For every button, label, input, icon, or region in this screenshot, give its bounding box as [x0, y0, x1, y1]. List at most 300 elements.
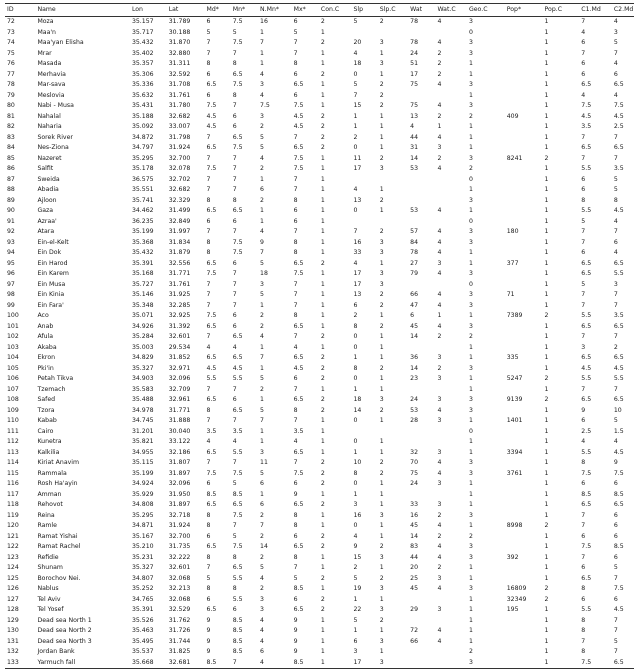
table-cell: 6.5	[613, 81, 624, 88]
table-cell: 1	[437, 312, 442, 319]
table-cell: 35.632	[131, 91, 154, 99]
table-cell: 7	[206, 333, 211, 340]
table-cell: 5.5	[581, 375, 592, 382]
table-cell: Merhavia	[37, 70, 66, 78]
table-cell: 1	[379, 343, 384, 351]
table-cell: 35.306	[131, 70, 154, 78]
table-cell	[408, 385, 435, 396]
table-row	[5, 574, 634, 585]
table-row	[5, 28, 634, 39]
table-cell: 7	[232, 417, 237, 424]
table-cell: 10	[353, 459, 362, 466]
table-cell: 8998	[506, 522, 523, 529]
table-cell: 2	[260, 312, 264, 319]
table-cell	[378, 217, 408, 228]
table-cell: 66	[410, 637, 419, 645]
table-cell: Ramat Yishai	[37, 532, 78, 540]
table-cell: 1	[468, 354, 473, 361]
table-cell: 1	[544, 186, 549, 193]
table-cell	[505, 133, 543, 144]
table-cell: 7.5	[232, 543, 243, 550]
table-cell	[435, 490, 467, 501]
table-cell: 7	[293, 301, 298, 309]
table-cell: 6	[613, 522, 618, 529]
table-cell: 32.222	[168, 553, 191, 561]
table-cell: 17	[353, 658, 362, 666]
table-cell: 7	[232, 280, 237, 288]
table-cell: 20	[353, 39, 362, 46]
table-cell: 3	[468, 228, 473, 235]
table-cell: 82	[7, 123, 15, 130]
table-cell: 7	[293, 564, 298, 571]
table-cell: 5	[613, 417, 618, 424]
table-cell: 33	[410, 501, 419, 508]
table-cell: 3	[379, 658, 384, 666]
table-cell: 31.201	[131, 427, 154, 435]
table-cell: 32.329	[168, 196, 191, 204]
table-cell: 6	[293, 207, 298, 214]
table-row	[5, 290, 634, 301]
table-cell: 35.402	[131, 49, 154, 57]
table-cell	[505, 49, 543, 60]
table-row	[5, 238, 634, 249]
table-cell: 103	[7, 343, 19, 351]
table-cell: 24	[410, 49, 419, 57]
table-cell: 32.700	[168, 532, 191, 540]
table-cell: 3	[468, 585, 473, 592]
table-cell: 3	[379, 396, 384, 403]
table-cell: 126	[7, 585, 19, 592]
table-cell: 6	[353, 301, 358, 309]
table-cell: 35.821	[131, 438, 154, 445]
table-cell: 31.744	[168, 637, 191, 645]
table-cell: 1	[544, 133, 549, 141]
table-cell: 2	[379, 154, 384, 162]
table-cell: Ajloon	[37, 196, 57, 204]
table-cell: Azraa'	[37, 217, 57, 225]
table-cell: 1	[379, 385, 384, 393]
table-cell: 5247	[506, 375, 523, 382]
table-cell: 75	[7, 49, 15, 57]
table-cell: 104	[7, 354, 19, 361]
table-cell: 7	[232, 459, 237, 466]
table-cell: Masada	[37, 60, 62, 67]
table-cell: 377	[506, 259, 519, 267]
table-cell: 131	[7, 637, 19, 645]
table-cell: 2	[437, 154, 442, 162]
table-cell: 2	[320, 543, 325, 550]
table-cell: 3.5	[293, 427, 304, 435]
table-cell: 7	[581, 18, 586, 25]
column-header: Slp.C	[379, 6, 396, 13]
table-cell: 88	[7, 186, 15, 193]
table-cell: Tzora	[37, 406, 55, 414]
table-cell: 1	[379, 123, 384, 130]
table-cell: 3	[379, 585, 384, 592]
table-cell: 7	[613, 627, 618, 634]
table-cell: 8.5	[206, 658, 217, 666]
column-header: Mn*	[232, 6, 246, 13]
table-cell: 35.463	[131, 627, 154, 634]
table-cell	[505, 175, 543, 186]
table-cell: 7	[613, 574, 618, 582]
table-cell: 35.115	[131, 459, 154, 466]
table-cell: 2	[320, 364, 325, 372]
table-cell: 1	[260, 49, 264, 57]
table-cell: 128	[7, 606, 19, 613]
table-cell: 5	[232, 480, 237, 487]
table-cell: 7	[206, 385, 211, 393]
table-row	[5, 637, 634, 648]
table-cell: 3	[581, 343, 586, 351]
table-cell: 5	[613, 564, 618, 571]
table-cell: 1	[379, 354, 384, 361]
table-cell: 99	[7, 301, 15, 309]
table-cell: 1	[544, 553, 549, 561]
table-cell: 7	[206, 417, 211, 424]
table-cell: 1	[320, 249, 325, 256]
table-cell: 6.5	[206, 396, 217, 403]
table-cell: 34.745	[131, 417, 154, 424]
table-cell: Shunam	[37, 564, 63, 571]
table-cell: 2.5	[613, 123, 624, 130]
table-cell: 8.5	[581, 490, 592, 498]
table-cell: 1	[544, 427, 549, 435]
table-cell: Mrar	[37, 49, 52, 57]
table-cell: Aco	[37, 312, 49, 319]
table-cell: 1	[260, 438, 264, 445]
column-header: ID	[7, 6, 14, 13]
table-cell: 35.537	[131, 648, 154, 655]
table-cell: 3	[379, 249, 384, 256]
table-cell: 1	[320, 553, 325, 561]
table-cell: 31.762	[168, 616, 191, 624]
table-cell: 6	[581, 480, 586, 487]
table-cell: 8	[293, 553, 298, 561]
table-cell: 32.186	[168, 448, 191, 456]
table-cell: Afula	[37, 333, 54, 340]
table-cell: Salfit	[37, 165, 54, 172]
table-cell: 5	[581, 280, 586, 288]
table-cell: 29	[410, 606, 419, 613]
table-cell: 3	[468, 469, 473, 477]
table-cell: 11	[353, 154, 362, 162]
table-cell	[378, 28, 408, 39]
table-cell: 53	[410, 207, 419, 214]
table-cell: 7.5	[293, 102, 304, 109]
table-cell: 6	[232, 312, 237, 319]
table-cell: 3	[468, 543, 473, 550]
table-cell: 2	[437, 49, 442, 57]
table-cell: 2	[320, 396, 325, 403]
table-cell: 6	[581, 175, 586, 183]
table-cell: 4	[437, 301, 442, 309]
table-cell: Kunetra	[37, 438, 62, 445]
table-cell: 2.5	[581, 427, 592, 435]
column-header: Md*	[206, 6, 219, 13]
column-header: Lat	[168, 6, 179, 13]
table-cell: 6	[613, 70, 618, 78]
table-cell: 7	[206, 154, 211, 162]
table-cell: 2	[544, 375, 549, 382]
table-cell: 6.5	[293, 322, 304, 330]
table-cell: 1	[379, 133, 384, 141]
table-cell: 31.392	[168, 322, 191, 330]
table-cell	[505, 248, 543, 259]
table-cell: 2	[320, 375, 325, 382]
table-row	[5, 469, 634, 480]
table-cell: 7.5	[581, 469, 592, 477]
table-cell: 32.709	[168, 385, 191, 393]
column-header: Slp	[353, 6, 364, 13]
table-cell: 1	[468, 70, 473, 78]
table-cell: 3	[437, 574, 442, 582]
table-cell: 4	[581, 91, 586, 99]
table-cell: 7	[581, 238, 586, 246]
table-cell: 2	[379, 406, 384, 414]
table-cell: 32.529	[168, 606, 191, 613]
table-cell: 7	[613, 49, 618, 57]
table-cell	[505, 164, 543, 175]
table-cell: 7	[206, 228, 211, 235]
table-cell: 14	[410, 333, 419, 340]
table-cell	[435, 437, 467, 448]
table-cell	[435, 343, 467, 354]
table-cell	[408, 647, 435, 658]
table-cell: 7	[293, 280, 298, 288]
table-row	[5, 343, 634, 354]
table-cell: 6	[613, 553, 618, 561]
table-cell: 7	[232, 186, 237, 193]
table-cell: 6	[206, 217, 211, 225]
table-cell: 31.997	[168, 228, 191, 235]
table-cell: 7.5	[232, 18, 243, 25]
table-cell: 1	[320, 186, 325, 193]
table-cell: 35.495	[131, 637, 154, 645]
table-cell: 3	[468, 364, 473, 372]
table-cell: 1.5	[613, 427, 624, 435]
table-cell: 6.5	[232, 133, 243, 141]
table-cell: 6.5	[581, 270, 592, 277]
table-cell: 1	[544, 417, 549, 424]
table-cell: 5	[613, 637, 618, 645]
table-cell: 53	[410, 165, 419, 172]
table-cell	[435, 658, 467, 669]
table-cell: 9	[353, 543, 358, 550]
table-cell: 1	[468, 417, 473, 424]
table-cell: 7	[293, 228, 298, 235]
table-cell: 3	[260, 448, 264, 456]
table-cell: 31.834	[168, 238, 191, 246]
table-cell: 6.5	[613, 144, 624, 151]
table-cell: 1	[544, 438, 549, 445]
table-cell: 3	[437, 606, 442, 613]
table-cell: 0	[353, 522, 358, 529]
table-cell: 6	[293, 480, 298, 487]
table-cell: 6	[206, 18, 211, 25]
table-cell: 2	[544, 312, 549, 319]
table-cell: 8.5	[206, 490, 217, 498]
table-cell: 7	[581, 154, 586, 162]
table-cell: 3	[379, 39, 384, 46]
table-cell: 5	[260, 144, 264, 151]
table-cell: 45	[410, 585, 419, 592]
table-cell: 1	[320, 616, 325, 624]
table-cell: 7	[293, 385, 298, 393]
table-cell: 4	[437, 165, 442, 172]
table-cell: 2	[320, 354, 325, 361]
table-cell: 0	[353, 70, 358, 78]
table-cell: 3	[379, 238, 384, 246]
table-cell: 9	[293, 637, 298, 645]
table-cell	[505, 143, 543, 154]
table-cell: 105	[7, 364, 19, 372]
table-cell: 31.771	[168, 270, 191, 277]
table-cell: 4.5	[581, 364, 592, 372]
table-cell: 5	[260, 291, 264, 298]
table-cell: 91	[7, 217, 15, 225]
table-cell: 1	[320, 228, 325, 235]
table-cell: 4.5	[293, 364, 304, 372]
table-cell: 5.5	[581, 448, 592, 456]
table-cell: 77	[7, 70, 15, 78]
table-cell: 34.797	[131, 144, 154, 151]
table-cell: 2	[320, 259, 325, 267]
table-cell: 7	[293, 39, 298, 46]
table-cell: 1	[320, 291, 325, 298]
table-cell: 119	[7, 511, 19, 519]
table-cell: 3761	[506, 469, 523, 477]
table-cell: 6.5	[613, 322, 624, 330]
table-cell: 1	[544, 259, 549, 267]
table-cell: 7	[293, 175, 298, 183]
table-row	[5, 164, 634, 175]
table-cell: 7	[232, 291, 237, 298]
table-cell: 6	[232, 396, 237, 403]
table-cell: 1	[379, 259, 384, 267]
table-cell: 4	[613, 438, 618, 445]
table-cell	[408, 427, 435, 438]
table-cell: 6	[581, 532, 586, 540]
table-cell: 7	[581, 228, 586, 235]
table-cell: 8241	[506, 154, 523, 162]
table-cell: 4	[613, 60, 618, 67]
table-cell: 14	[410, 364, 419, 372]
table-cell: 1	[260, 343, 264, 351]
table-cell: 4	[260, 70, 264, 78]
table-cell: 0	[468, 28, 473, 36]
table-cell: 2	[379, 228, 384, 235]
table-cell: 1	[468, 574, 473, 582]
table-cell: 35.092	[131, 123, 154, 130]
table-cell: 7.5	[206, 165, 217, 172]
table-cell: 9	[293, 648, 298, 655]
table-cell: 2	[379, 543, 384, 550]
table-cell	[435, 595, 467, 606]
table-cell: 1	[544, 175, 549, 183]
table-cell: 133	[7, 658, 19, 666]
table-cell: Kiriat Anavim	[37, 459, 80, 466]
table-cell: 3	[468, 459, 473, 466]
table-cell: 1	[544, 28, 549, 36]
table-cell: 7.5	[613, 102, 624, 109]
table-cell: 14	[353, 406, 362, 414]
table-cell: 6.5	[293, 501, 304, 508]
table-cell: Atara	[37, 228, 55, 235]
table-cell: 32.078	[168, 165, 191, 172]
table-cell: 9	[293, 627, 298, 634]
table-cell: 1	[544, 270, 549, 277]
table-cell: 6.5	[293, 354, 304, 361]
table-cell: 1	[468, 627, 473, 634]
table-cell: 130	[7, 627, 19, 634]
table-cell: 32.601	[168, 564, 191, 571]
table-cell: 33	[353, 249, 362, 256]
table-cell: 35.210	[131, 543, 154, 550]
table-cell: Ein Kinia	[37, 291, 65, 298]
table-cell: 1	[353, 123, 358, 130]
table-cell: 6	[410, 312, 415, 319]
table-cell: 85	[7, 154, 15, 162]
table-cell: 2	[260, 585, 264, 592]
table-cell: 2	[260, 123, 264, 130]
table-cell: 8	[206, 553, 211, 561]
table-cell: 5	[260, 259, 264, 267]
table-cell: 1	[468, 480, 473, 487]
column-header: Wat.C	[437, 6, 456, 13]
table-cell: 4.5	[206, 364, 217, 372]
table-cell: 0	[353, 417, 358, 424]
table-cell: 3394	[506, 448, 523, 456]
table-cell: 6.5	[206, 606, 217, 613]
table-cell: 132	[7, 648, 19, 655]
table-cell: 1	[353, 354, 358, 361]
table-cell: 3	[468, 196, 473, 204]
table-cell: 35.583	[131, 385, 154, 393]
table-cell: 6.5	[293, 543, 304, 550]
table-cell: 1	[379, 70, 384, 78]
table-cell: 1	[544, 459, 549, 466]
table-cell: 1	[468, 385, 473, 393]
table-cell: 31.780	[168, 102, 191, 109]
table-cell: 3	[379, 165, 384, 172]
table-cell: Reina	[37, 511, 55, 519]
table-cell	[408, 437, 435, 448]
table-cell	[408, 280, 435, 291]
table-cell: 7	[581, 522, 586, 529]
table-cell: 2	[320, 123, 325, 130]
table-cell: 1	[379, 448, 384, 456]
table-cell: 7.5	[260, 102, 270, 109]
table-cell: 2	[437, 511, 442, 519]
table-row	[5, 406, 634, 417]
table-cell: 35.188	[131, 112, 154, 120]
table-cell: 7	[613, 133, 618, 141]
table-cell: 1	[379, 186, 384, 193]
table-cell: 1	[468, 60, 473, 67]
table-row	[5, 248, 634, 259]
table-cell: 1	[320, 60, 325, 67]
table-cell	[435, 427, 467, 438]
table-cell: 1	[544, 60, 549, 67]
table-row	[5, 143, 634, 154]
column-header: C2.Md	[613, 6, 634, 13]
table-cell: 5	[293, 28, 298, 36]
table-cell: 5.5	[581, 312, 592, 319]
table-cell: 1	[468, 249, 473, 256]
table-cell	[351, 28, 377, 39]
table-cell: 2	[437, 532, 442, 540]
